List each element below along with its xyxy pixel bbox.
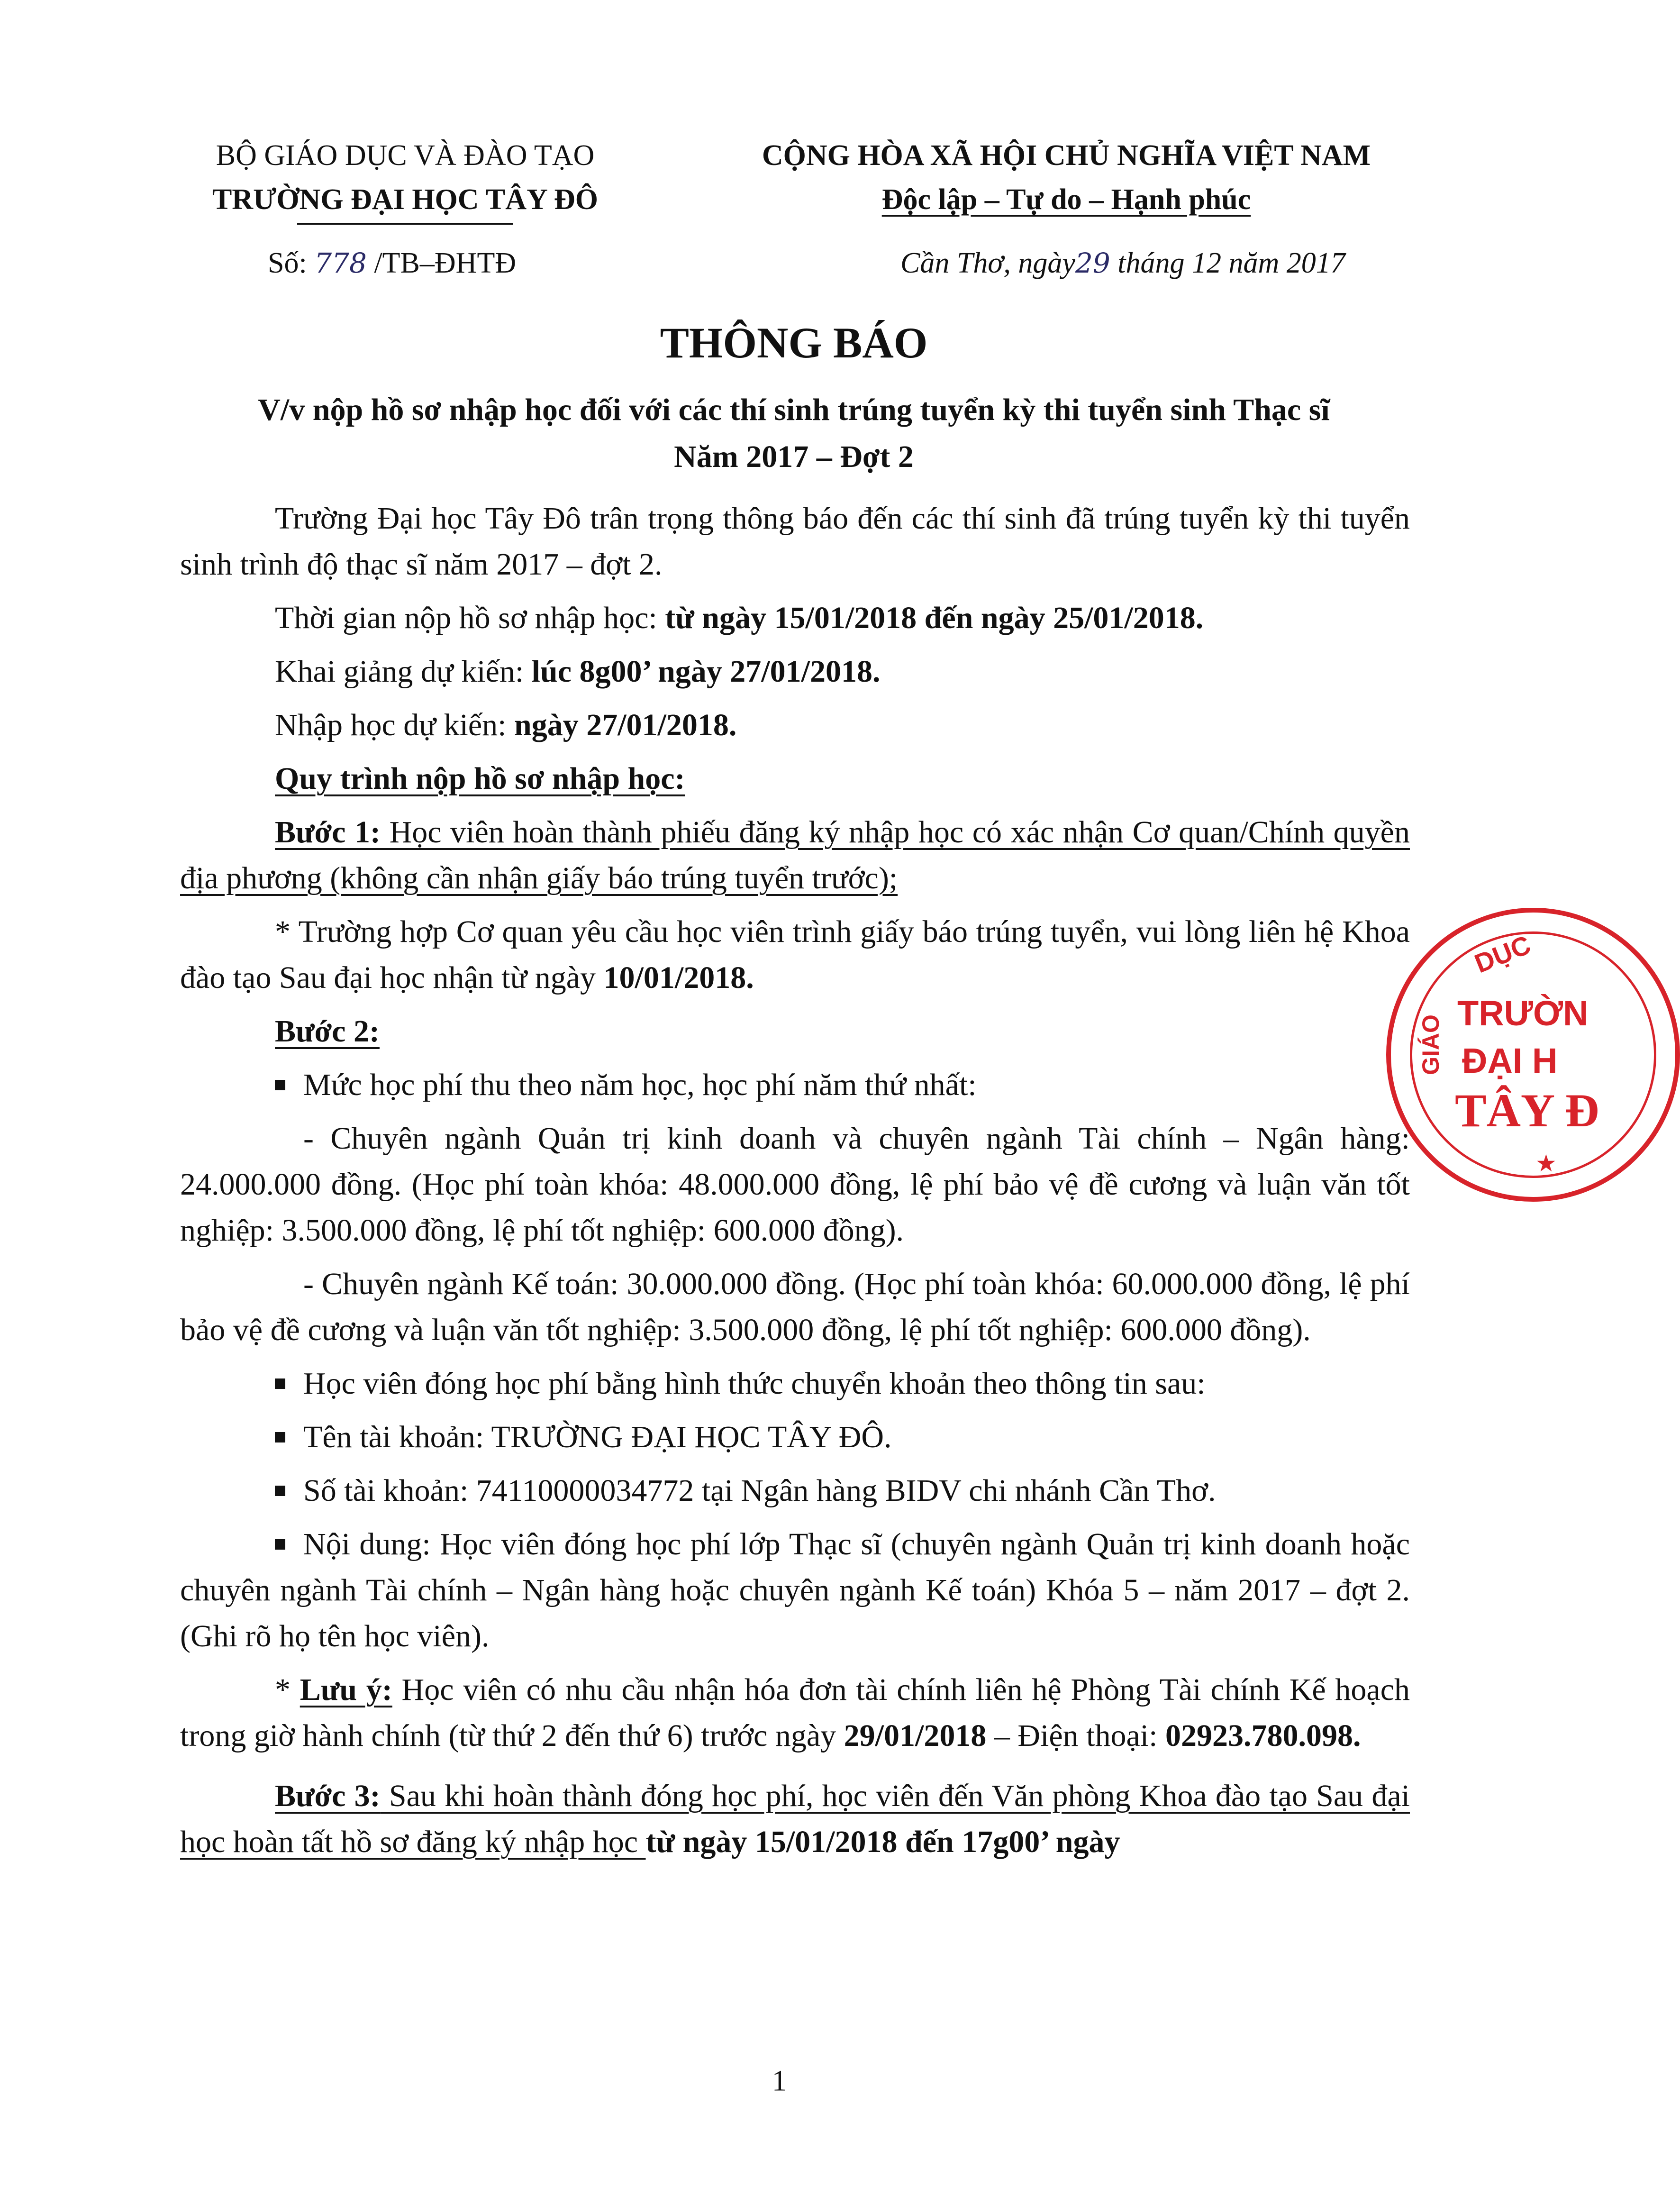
date-pre: Cần Thơ, ngày xyxy=(900,247,1075,279)
opening-time xyxy=(180,648,1410,694)
step-3-text: Sau khi hoàn thành đóng học phí, học viên đến Văn phòng Khoa đào tạo Sau đại học hoàn tất hồ sơ đăng ký nhập học xyxy=(180,1779,1410,1859)
step-1-note xyxy=(180,909,1410,1001)
page-number: 1 xyxy=(772,2065,787,2097)
subtitle-line-1: V/v nộp hồ sơ nhập học đối với các thí sinh trúng tuyển kỳ thi tuyển sinh Thạc sĩ xyxy=(258,393,1330,427)
step-2-heading xyxy=(180,1008,1410,1054)
fee-business-finance: - Chuyên ngành Quản trị kinh doanh và chuyên ngành Tài chính – Ngân hàng: 24.000.000 đồng. (Học phí toàn khóa: 48.000.000 đồng, lệ phí bảo vệ đề cương và luận văn tốt nghiệp: 3.500.000 đồng, lệ phí tốt nghiệp: 600.000 đồng). xyxy=(180,1121,1410,1248)
fee-intro-text: Mức học phí thu theo năm học, học phí năm thứ nhất: xyxy=(303,1068,977,1102)
step-1-note-date: 10/01/2018. xyxy=(603,960,754,995)
ministry-name: BỘ GIÁO DỤC VÀ ĐÀO TẠO xyxy=(216,139,595,172)
date-day-handwritten: 29 xyxy=(1075,247,1110,279)
ref-prefix: Số: xyxy=(268,247,307,279)
procedure-heading-text: Quy trình nộp hồ sơ nhập học: xyxy=(275,761,685,796)
note-text-1: Học viên có nhu cầu nhận hóa đơn tài chính liên hệ Phòng Tài chính Kế hoạch trong giờ hành chính (từ thứ 2 đến thứ 6) trước ngày xyxy=(180,1672,1410,1753)
seal-arc-left: GIÁO xyxy=(1417,1014,1444,1075)
enrollment-value: ngày 27/01/2018. xyxy=(514,708,737,742)
fee-intro-item xyxy=(180,1062,1410,1108)
seal-star-icon: ★ xyxy=(1535,1150,1557,1177)
issuer-header xyxy=(156,134,654,222)
account-number-text: Số tài khoản: 74110000034772 tại Ngân hàng BIDV chi nhánh Cần Thơ. xyxy=(303,1473,1216,1508)
enrollment-time xyxy=(180,702,1410,748)
date-post: tháng 12 năm 2017 xyxy=(1110,247,1345,279)
document-number xyxy=(268,246,516,280)
note-text-2: – Điện thoại: xyxy=(986,1718,1165,1753)
account-name-text: Tên tài khoản: TRƯỜNG ĐẠI HỌC TÂY ĐÔ. xyxy=(303,1420,892,1454)
opening-label: Khai giảng dự kiến: xyxy=(275,654,532,689)
red-seal-stamp xyxy=(1386,908,1680,1202)
note-label: Lưu ý: xyxy=(300,1672,392,1707)
subtitle-line-2: Năm 2017 – Đợt 2 xyxy=(674,439,914,474)
payment-content-item xyxy=(180,1521,1410,1659)
submission-label: Thời gian nộp hồ sơ nhập học: xyxy=(275,601,665,635)
national-motto: Độc lập – Tự do – Hạnh phúc xyxy=(881,183,1251,216)
transfer-text: Học viên đóng học phí bằng hình thức chuyển khoản theo thông tin sau: xyxy=(303,1366,1206,1401)
document-body xyxy=(180,495,1410,1872)
national-header xyxy=(720,134,1412,222)
step-3-paragraph xyxy=(180,1773,1410,1865)
enrollment-label: Nhập học dự kiến: xyxy=(275,708,514,742)
document-title: THÔNG BÁO xyxy=(660,319,928,367)
note-phone: 02923.780.098. xyxy=(1165,1718,1361,1753)
step-1-paragraph xyxy=(180,809,1410,901)
account-name-item xyxy=(180,1414,1410,1460)
submission-value: từ ngày 15/01/2018 đến ngày 25/01/2018. xyxy=(665,601,1204,635)
seal-line-1: TRƯỜN xyxy=(1457,994,1589,1033)
step-1-text: Học viên hoàn thành phiếu đăng ký nhập học có xác nhận Cơ quan/Chính quyền địa phương (không cần nhận giấy báo trúng tuyển trước); xyxy=(180,815,1410,895)
invoice-note xyxy=(180,1667,1410,1759)
procedure-heading xyxy=(180,756,1410,802)
ref-suffix: /TB–ĐHTĐ xyxy=(374,247,517,279)
step-3-deadline: từ ngày 15/01/2018 đến 17g00’ ngày xyxy=(645,1825,1120,1859)
note-date: 29/01/2018 xyxy=(844,1718,987,1753)
seal-line-3: TÂY Đ xyxy=(1455,1084,1599,1137)
fee-accounting: - Chuyên ngành Kế toán: 30.000.000 đồng. (Học phí toàn khóa: 60.000.000 đồng, lệ phí bảo vệ đề cương và luận văn tốt nghiệp: 3.500.000 đồng, lệ phí tốt nghiệp: 600.000 đồng). xyxy=(180,1267,1410,1347)
document-subtitle xyxy=(180,386,1408,480)
account-number-item xyxy=(180,1468,1410,1514)
issue-date xyxy=(900,246,1345,280)
opening-value: lúc 8g00’ ngày 27/01/2018. xyxy=(531,654,881,689)
payment-content-text: Nội dung: Học viên đóng học phí lớp Thạc sĩ (chuyên ngành Quản trị kinh doanh hoặc chuyên ngành Tài chính – Ngân hàng hoặc chuyên ngành Kế toán) Khóa 5 – năm 2017 – đợt 2. (Ghi rõ họ tên học viên). xyxy=(180,1527,1410,1653)
note-star: * xyxy=(275,1672,300,1707)
step-3-label: Bước 3: xyxy=(275,1779,381,1813)
intro-paragraph: Trường Đại học Tây Đô trân trọng thông báo đến các thí sinh đã trúng tuyển kỳ thi tuyển sinh trình độ thạc sĩ năm 2017 – đợt 2. xyxy=(180,501,1410,582)
seal-line-2: ĐẠI H xyxy=(1462,1041,1558,1080)
step-1-note-text: * Trường hợp Cơ quan yêu cầu học viên trình giấy báo trúng tuyển, vui lòng liên hệ Khoa đào tạo Sau đại học nhận từ ngày xyxy=(180,914,1410,995)
country-name: CỘNG HÒA XÃ HỘI CHỦ NGHĨA VIỆT NAM xyxy=(762,139,1371,172)
step-2-label: Bước 2: xyxy=(275,1014,380,1049)
step-1-label: Bước 1: xyxy=(275,815,381,849)
ref-number-handwritten: 778 xyxy=(314,247,367,279)
university-name: TRƯỜNG ĐẠI HỌC TÂY ĐÔ xyxy=(212,178,598,222)
submission-time xyxy=(180,595,1410,641)
transfer-item xyxy=(180,1360,1410,1406)
seal-arc-top: DỤC xyxy=(1470,929,1535,979)
